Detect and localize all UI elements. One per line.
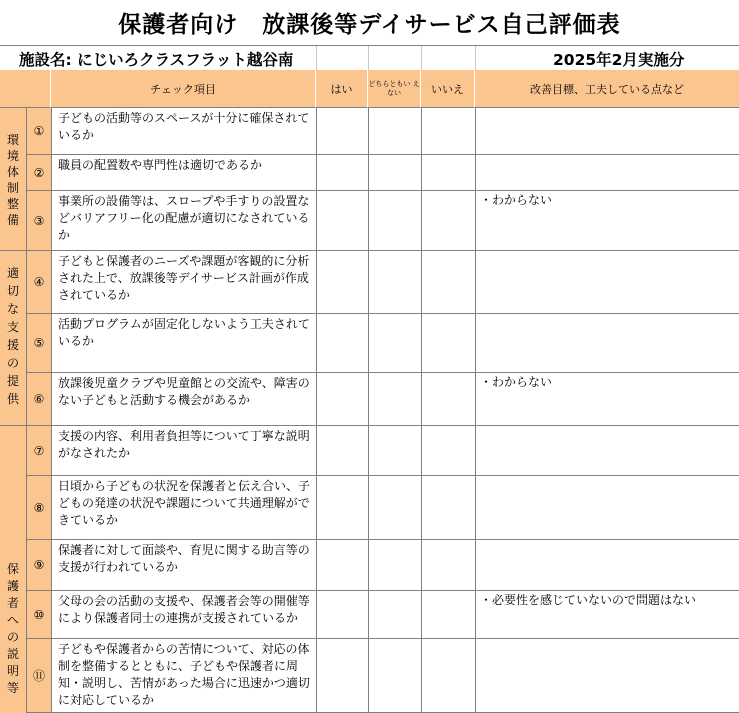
improvement-comment-cell[interactable] [475, 540, 739, 591]
category-environment [0, 108, 26, 251]
header-yes: はい [316, 70, 368, 108]
category-char: 供 [6, 392, 19, 406]
neither-answer-cell[interactable] [368, 314, 421, 373]
no-answer-cell[interactable] [421, 314, 475, 373]
yes-answer-cell[interactable] [316, 476, 368, 540]
check-item-text: 子どもと保護者のニーズや課題が客観的に分析された上で、放課後等デイサービス計画が作成されているか [51, 251, 316, 314]
improvement-comment-cell[interactable] [475, 155, 739, 191]
header-blank [0, 70, 51, 108]
check-item-text: 活動プログラムが固定化しないよう工夫されているか [51, 314, 316, 373]
category-char: 者 [6, 596, 19, 610]
header-neither: どちらともい えない [368, 70, 421, 108]
neither-answer-cell[interactable] [368, 155, 421, 191]
row-number: ⑤ [26, 314, 51, 373]
improvement-comment-cell[interactable] [475, 251, 739, 314]
no-answer-cell[interactable] [421, 191, 475, 251]
check-item-text: 支援の内容、利用者負担等について丁寧な説明がなされたか [51, 426, 316, 476]
neither-answer-cell[interactable] [368, 426, 421, 476]
yes-answer-cell[interactable] [316, 251, 368, 314]
neither-answer-cell[interactable] [368, 540, 421, 591]
no-answer-cell[interactable] [421, 251, 475, 314]
category-char: 体 [6, 165, 19, 179]
category-char: 保 [6, 562, 19, 576]
check-item-text: 事業所の設備等は、スロープや手すりの設置などバリアフリー化の配慮が適切になされているか [51, 191, 316, 251]
row-number: ② [26, 155, 51, 191]
no-answer-cell[interactable] [421, 426, 475, 476]
no-answer-cell[interactable] [421, 155, 475, 191]
yes-answer-cell[interactable] [316, 373, 368, 426]
yes-answer-cell[interactable] [316, 314, 368, 373]
improvement-comment-cell[interactable] [475, 639, 739, 713]
row-number: ④ [26, 251, 51, 314]
check-item-text: 職員の配置数や専門性は適切であるか [51, 155, 316, 191]
no-answer-cell[interactable] [421, 373, 475, 426]
info-divider [421, 46, 422, 70]
neither-answer-cell[interactable] [368, 108, 421, 155]
neither-answer-cell[interactable] [368, 191, 421, 251]
facility-name: 施設名: にじいろクラスフラット越谷南 [19, 51, 294, 69]
category-char: へ [6, 613, 19, 627]
category-char: 援 [6, 338, 19, 352]
neither-answer-cell[interactable] [368, 591, 421, 639]
category-char: の [6, 356, 19, 370]
yes-answer-cell[interactable] [316, 540, 368, 591]
row-number: ⑨ [26, 540, 51, 591]
category-char: 境 [6, 149, 19, 163]
category-char: の [6, 630, 19, 644]
improvement-comment-cell[interactable]: ・わからない [475, 191, 739, 251]
no-answer-cell[interactable] [421, 591, 475, 639]
facility-info-row [0, 46, 739, 70]
yes-answer-cell[interactable] [316, 591, 368, 639]
improvement-comment-cell[interactable]: ・わからない [475, 373, 739, 426]
category-parents [0, 426, 26, 713]
no-answer-cell[interactable] [421, 108, 475, 155]
row-number: ⑩ [26, 591, 51, 639]
header-improvement: 改善目標、工夫している点など [475, 70, 739, 108]
category-char: 切 [6, 284, 19, 298]
category-char: 支 [6, 320, 19, 334]
yes-answer-cell[interactable] [316, 108, 368, 155]
yes-answer-cell[interactable] [316, 639, 368, 713]
category-char: 備 [6, 213, 19, 227]
info-divider [368, 46, 369, 70]
row-number: ⑦ [26, 426, 51, 476]
row-number: ⑪ [26, 639, 51, 713]
header-no: いいえ [421, 70, 475, 108]
category-char: 護 [6, 579, 19, 593]
neither-answer-cell[interactable] [368, 639, 421, 713]
no-answer-cell[interactable] [421, 476, 475, 540]
category-char: 整 [6, 197, 19, 211]
neither-answer-cell[interactable] [368, 251, 421, 314]
info-divider [475, 46, 476, 70]
category-char: 提 [6, 374, 19, 388]
improvement-comment-cell[interactable] [475, 476, 739, 540]
improvement-comment-cell[interactable] [475, 426, 739, 476]
implementation-date: 2025年2月実施分 [553, 51, 685, 69]
no-answer-cell[interactable] [421, 540, 475, 591]
info-divider [316, 46, 317, 70]
check-item-text: 放課後児童クラブや児童館との交流や、障害のない子どもと活動する機会があるか [51, 373, 316, 426]
category-char: 適 [6, 266, 19, 280]
neither-answer-cell[interactable] [368, 476, 421, 540]
category-char: な [6, 302, 19, 316]
yes-answer-cell[interactable] [316, 426, 368, 476]
no-answer-cell[interactable] [421, 639, 475, 713]
check-item-text: 子どもや保護者からの苦情について、対応の体制を整備するとともに、子どもや保護者に周知・説明し、苦情があった場合に迅速かつ適切に対応しているか [51, 639, 316, 713]
yes-answer-cell[interactable] [316, 155, 368, 191]
sheet-title: 保護者向け 放課後等デイサービス自己評価表 [0, 0, 739, 46]
category-support [0, 251, 26, 426]
check-item-text: 日頃から子どもの状況を保護者と伝え合い、子どもの発達の状況や課題について共通理解ができているか [51, 476, 316, 540]
header-check-items: チェック項目 [51, 70, 316, 108]
row-number: ⑧ [26, 476, 51, 540]
check-item-text: 保護者に対して面談や、育児に関する助言等の支援が行われているか [51, 540, 316, 591]
row-number: ⑥ [26, 373, 51, 426]
check-item-text: 父母の会の活動の支援や、保護者会等の開催等により保護者同士の連携が支援されているか [51, 591, 316, 639]
category-char: 等 [6, 681, 19, 695]
category-char: 明 [6, 664, 19, 678]
category-char: 説 [6, 647, 19, 661]
neither-answer-cell[interactable] [368, 373, 421, 426]
improvement-comment-cell[interactable]: ・必要性を感じていないので問題はない [475, 591, 739, 639]
row-number: ① [26, 108, 51, 155]
category-char: 制 [6, 181, 19, 195]
row-number: ③ [26, 191, 51, 251]
improvement-comment-cell[interactable] [475, 314, 739, 373]
yes-answer-cell[interactable] [316, 191, 368, 251]
check-item-text: 子どもの活動等のスペースが十分に確保されているか [51, 108, 316, 155]
improvement-comment-cell[interactable] [475, 108, 739, 155]
category-char: 環 [6, 133, 19, 147]
